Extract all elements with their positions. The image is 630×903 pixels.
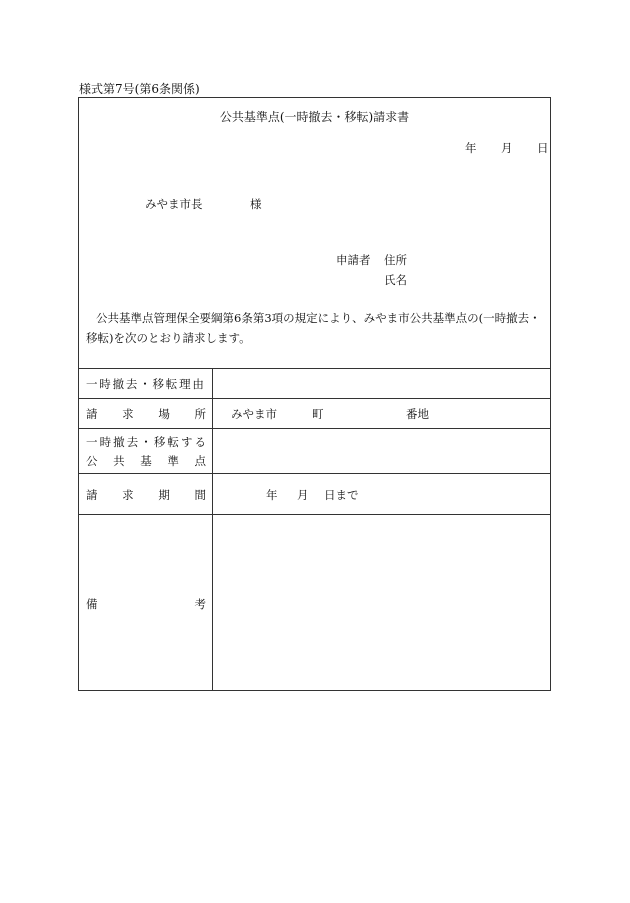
row-divider [79, 473, 550, 474]
applicant-address-label: 住所 [384, 253, 407, 267]
table-top-border [79, 368, 550, 369]
request-form [78, 97, 551, 691]
period-month-label: 月 [297, 488, 309, 502]
point-label-line1: 一 時 撤 去 ・ 移 転 す る [86, 435, 206, 449]
remarks-label: 備 考 [86, 597, 206, 611]
period-label: 請 求 期 間 [86, 488, 206, 502]
addressee-name: みやま市長 [145, 197, 203, 211]
location-lot-label: 番地 [406, 407, 429, 421]
date-year-label: 年 [465, 141, 477, 155]
addressee-honorific: 様 [250, 197, 262, 211]
reason-label: 一時撤去・移転理由 [86, 377, 206, 391]
period-until-label: 日まで [324, 488, 359, 502]
point-label-line2: 公 共 基 準 点 [86, 454, 206, 468]
applicant-name-label: 氏名 [384, 273, 407, 287]
label-column-divider [212, 368, 213, 690]
period-year-label: 年 [266, 488, 278, 502]
row-divider [79, 428, 550, 429]
location-label: 請 求 場 所 [86, 407, 206, 421]
row-divider [79, 398, 550, 399]
request-statement: 公共基準点管理保全要綱第6条第3項の規定により、みやま市公共基準点の(一時撤去・移転)を次のとおり請求します。 [86, 311, 541, 345]
location-city: みやま市 [231, 407, 277, 421]
date-month-label: 月 [501, 141, 513, 155]
date-day-label: 日 [537, 141, 549, 155]
location-town-label: 町 [312, 407, 324, 421]
applicant-role-label: 申請者 [336, 253, 371, 267]
row-divider [79, 514, 550, 515]
form-number-label: 様式第7号(第6条関係) [79, 82, 200, 96]
form-title: 公共基準点(一時撤去・移転)請求書 [219, 110, 410, 124]
